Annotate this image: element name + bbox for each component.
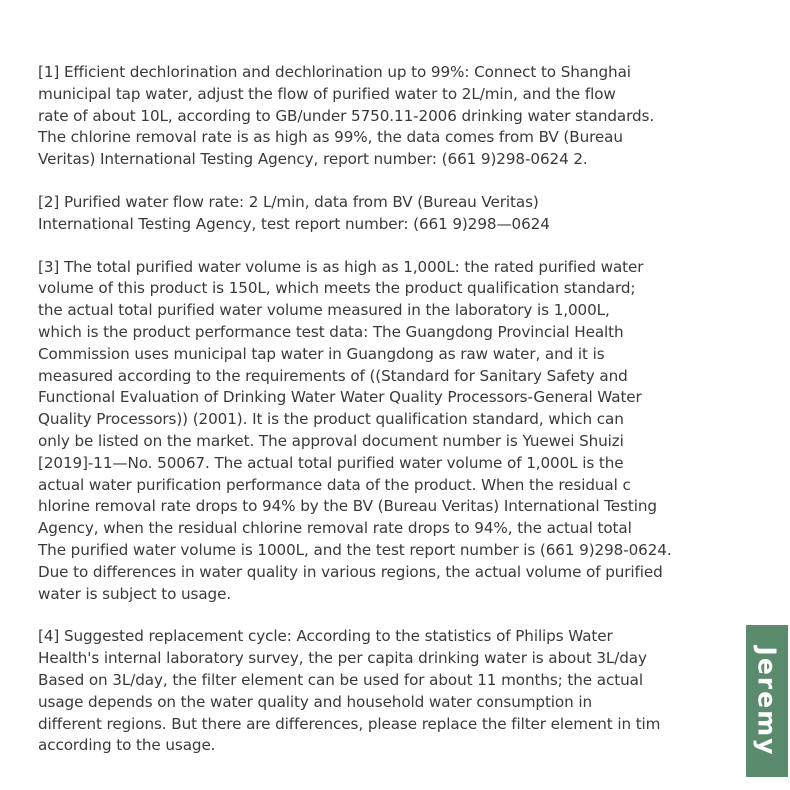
paragraph-3: [3] The total purified water volume is as high as 1,000L: the rated purified water volume of this product is 150L, which meets the product qualification standard; the actual total purified water volume measured in the laboratory is 1,000L, which is the product performance test data: The Guangdong Provincial Health Commission uses municipal tap water in Guangdong as raw water, and it is measured according to the requirements of ((Standard for Sanitary Safety and Functional Evaluation of Drinking Water Water Quality Processors-General Water Quality Processors)) (2001). It is the product qualification standard, which can only be listed on the market. The approval document number is Yuewei Shuizi [2019]-11—No. 50067. The actual total purified water volume of 1,000L is the actual water purification performance data of the product. When the residual c hlorine removal rate drops to 94% by the BV (Bureau Veritas) International Testing Agency, when the residual chlorine removal rate drops to 94%, the actual total The purified water volume is 1000L, and the test report number is (661 9)298-0624. Due to differences in water quality in various regions, the actual volume of purified water is subject to usage. [38, 257, 672, 603]
paragraph-2: [2] Purified water flow rate: 2 L/min, data from BV (Bureau Veritas) International Testing Agency, test report number: (661 9)298—0624 [38, 192, 550, 233]
paragraph-4: [4] Suggested replacement cycle: According to the statistics of Philips Water Health's internal laboratory survey, the per capita drinking water is about 3L/day Based on 3L/day, the filter element can be used for about 11 months; the actual usage depends on the water quality and household water consumption in different regions. But there are differences, please replace the filter element in tim according to the usage. [38, 627, 661, 755]
paragraph-1: [1] Efficient dechlorination and dechlorination up to 99%: Connect to Shanghai municipal tap water, adjust the flow of purified water to 2L/min, and the flow rate of about 10L, according to GB/under 5750.11-2006 drinking water standards. The chlorine removal rate is as high as 99%, the data comes from BV (Bureau Veritas) International Testing Agency, report number: (661 9)298-0624 2. [38, 63, 655, 169]
document-body [38, 62, 778, 778]
watermark-badge [746, 625, 788, 777]
watermark-text: Jeremy [752, 646, 782, 756]
